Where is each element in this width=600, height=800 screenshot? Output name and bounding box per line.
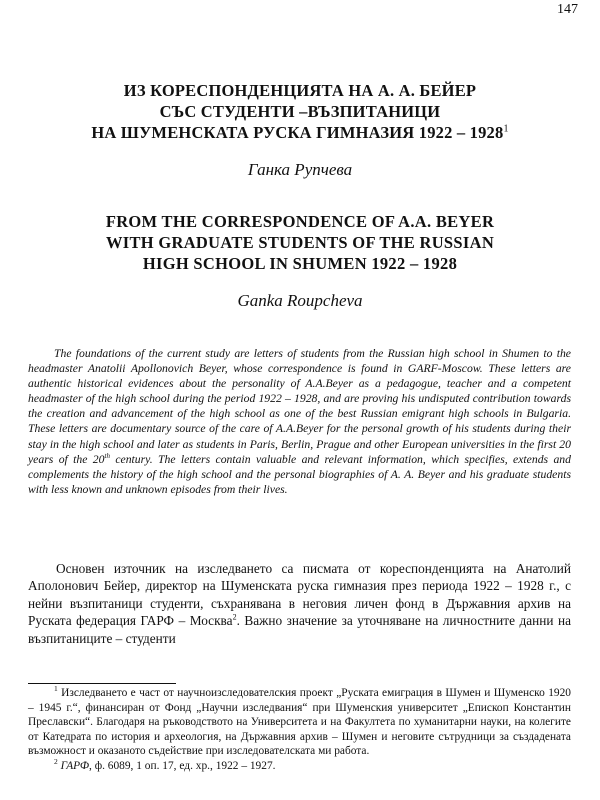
footnote-2-text: , ф. 6089, 1 оп. 17, ед. хр., 1922 – 1927. (89, 759, 276, 772)
title-en-line-3: HIGH SCHOOL IN SHUMEN 1922 – 1928 (142, 254, 458, 273)
footnote-2-archive: ГАРФ (57, 759, 89, 772)
title-en-line-1: FROM THE CORRESPONDENCE OF A.A. BEYER (105, 212, 495, 231)
title-bg-line-1: ИЗ КОРЕСПОНДЕНЦИЯТА НА А. А. БЕЙЕР (123, 81, 477, 100)
body-text-part-2: . Важно значение за уточняване на личностните данни на възпитаниците – студенти (28, 613, 572, 646)
footnote-1-marker: 1 (54, 684, 58, 694)
footnote-1 (28, 686, 571, 759)
title-footnote-marker[interactable]: 1 (503, 123, 509, 135)
author-name-bulgarian: Ганка Рупчева (247, 160, 353, 179)
footnote-2-marker: 2 (54, 757, 58, 767)
abstract-text-part-1: The foundations of the current study are letters of students from the Russian high school in Shumen to the headmaster Anatolii Apollonovich Beyer, whose correspondence is found in GARF-Moscow. These letters are authentic historical evidences about the personality of A.A.Beyer as a pedagogue, teacher and a competent headmaster of the high school during the period 1922 – 1928, and are proving his undisputed contribution towards the creation and advancement of the high school as one of the best Russian emigrant high schools in Bulgaria. These letters are documentary source of the care of A.A.Beyer for the personal growth of his students during their stay in the high school and later as students in Paris, Berlin, Prague and other European universities in the first 20 years of the 20 (28, 347, 571, 466)
footnote-separator (28, 683, 176, 684)
body-text-part-1: Основен източник на изследването са писмата от кореспонденцията на Анатолий Аполонович Бейер, директор на Шуменската руска гимназия през периода 1922 – 1928 г., с нейни възпитаници студенти, съхранявана в неговия личен фонд в Държавния архив на Руската федерация ГАРФ – Москва (28, 561, 571, 629)
article-title-english (20, 211, 580, 274)
author-name-english: Ganka Roupcheva (237, 291, 363, 310)
title-bg-line-3-text: НА ШУМЕНСКАТА РУСКА ГИМНАЗИЯ 1922 – 1928 (91, 123, 504, 142)
abstract (28, 346, 571, 497)
body-paragraph (28, 560, 571, 647)
title-bg-line-2: СЪС СТУДЕНТИ –ВЪЗПИТАНИЦИ (159, 102, 441, 121)
footnotes (28, 686, 571, 774)
footnote-1-text: Изследването е част от научноизследователския проект „Руската емиграция в Шумен и Шуменско 1920 – 1945 г.“, финансиран от Фонд „Научни изследвания“ при Шуменския университет „Епископ Константин Преславски“. Благодаря на ръководството на Университета и на Факултета по хуманитарни науки, на колегите от Катедрата по история и археология, на Държавния архив – Шумен и неговите сътрудници за създадената възможност и оказаното съдействие при изследователската ми работа. (28, 687, 571, 758)
abstract-ordinal-suffix: th (104, 451, 110, 460)
footnote-2 (28, 759, 571, 774)
article-title-bulgarian (20, 80, 580, 143)
abstract-text-part-2: century. The letters contain valuable and relevant information, which specifies, extends and complements the history of the high school and the personal biographies of A. A. Beyer and his graduate students with less known and unknown episodes from their lives. (28, 452, 571, 496)
body-footnote-marker[interactable]: 2 (232, 612, 237, 622)
title-en-line-2: WITH GRADUATE STUDENTS OF THE RUSSIAN (105, 233, 495, 252)
page-number: 147 (557, 2, 578, 17)
title-bg-line-3 (20, 122, 580, 143)
